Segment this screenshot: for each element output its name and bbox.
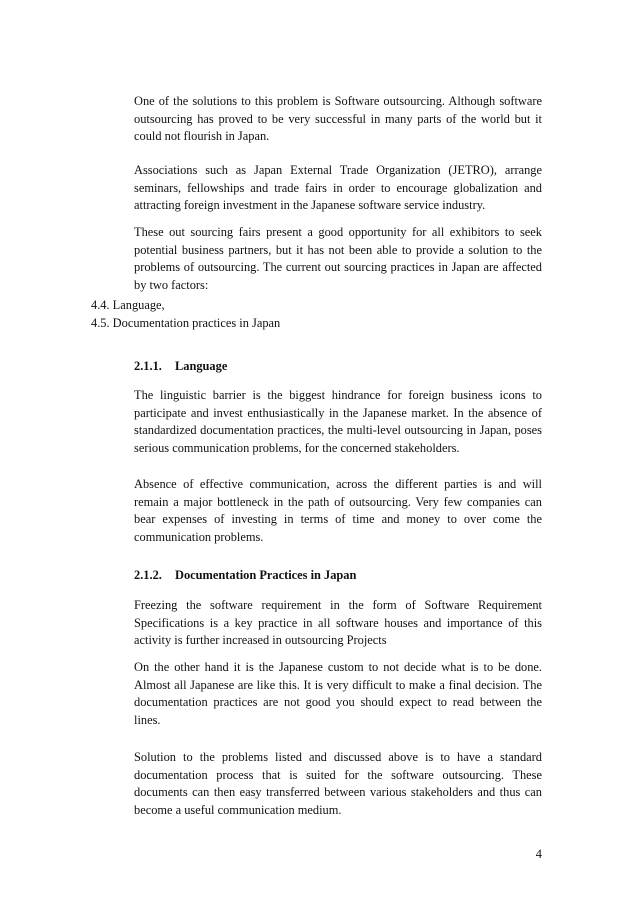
paragraph-intro: One of the solutions to this problem is Software outsourcing. Although software outsourcing has proved to be very successful in many parts of the world but it could not flourish in Japan. [134, 94, 542, 144]
paragraph-solution: Solution to the problems listed and discussed above is to have a standard documentation process that is suited for the software outsourcing. These documents can then easy transferred between various stakeholders and thus can become a useful communication medium. [134, 750, 542, 817]
section-number: 2.1.2. [134, 568, 162, 582]
paragraph-associations: Associations such as Japan External Trade Organization (JETRO), arrange seminars, fellowships and trade fairs in order to encourage globalization and attracting foreign investment in the Japanese software service industry. [134, 163, 542, 213]
factor-list [91, 297, 391, 332]
factor-item: 4.5. Documentation practices in Japan [91, 315, 281, 330]
paragraph-fairs: These out sourcing fairs present a good opportunity for all exhibitors to seek potential business partners, but it has not been able to provide a solution to the problems of outsourcing. The current out sourcing practices in Japan are affected by two factors: [134, 225, 542, 292]
section-heading-language [134, 358, 227, 376]
section-title: Language [175, 359, 228, 373]
section-heading-documentation [134, 567, 356, 585]
paragraph-language-2: Absence of effective communication, across the different parties is and will remain a major bottleneck in the path of outsourcing. Very few companies can bear expenses of investing in terms of time and money to over come the communication problems. [134, 477, 542, 544]
page-number: 4 [535, 847, 542, 861]
factor-item: 4.4. Language, [91, 298, 165, 312]
paragraph-documentation-1: Freezing the software requirement in the form of Software Requirement Specifications is a key practice in all software houses and importance of this activity is further increased in outsourcing Projects [134, 598, 542, 648]
section-number: 2.1.1. [134, 359, 162, 373]
paragraph-documentation-2: On the other hand it is the Japanese custom to not decide what is to be done. Almost all Japanese are like this. It is very difficult to make a final decision. The documentation practices are not good you should expect to read between the lines. [134, 660, 542, 727]
section-title: Documentation Practices in Japan [175, 568, 357, 582]
paragraph-language-1: The linguistic barrier is the biggest hindrance for foreign business icons to participate and invest enthusiastically in the Japanese market. In the absence of standardized documentation practices, the multi-level outsourcing in Japan, poses serious communication problems, for the concerned stakeholders. [134, 388, 542, 455]
